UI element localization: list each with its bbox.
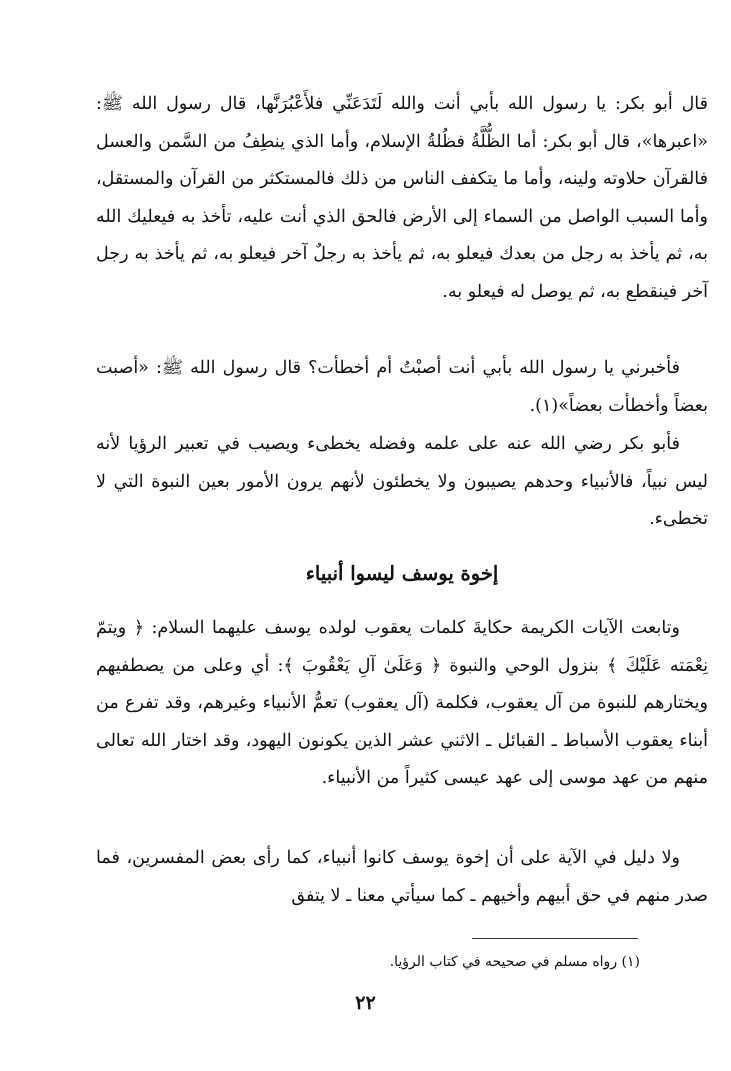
paragraph-brothers-not-prophets: ولا دليل في الآية على أن إخوة يوسف كانوا أنبياء، كما رأى بعض المفسرين، فما صدر منهم في حق أبيهم وأخيهم ـ كما سيأتي معنا ـ لا يتفق [96,848,708,906]
section-heading: إخوة يوسف ليسوا أنبياء [305,562,499,585]
page-number: ٢٢ [355,992,376,1014]
paragraph-family-of-jacob: وتابعت الآيات الكريمة حكايةَ كلمات يعقوب لولده يوسف عليهما السلام: ﴿ ويتمّ نِعْمَته عَلَيْكَ ﴾ بنزول الوحي والنبوة ﴿ وَعَلَىٰ آلِ يَعْقُوبَ ﴾: أي وعلى من يصطفيهم ويختارهم للنبوة من آل يعقوب، فكلمة (آل يعقوب) تعمُّ الأنبياء وغيرهم، وقد تفرع من أبناء يعقوب الأسباط ـ القبائل ـ الاثني عشر الذين يكونون اليهود، وقد اختار الله تعالى منهم من عهد موسى إلى عهد عيسى كثيراً من الأنبياء. [96,618,708,789]
paragraph-prophets-do-not-err: فأبو بكر رضي الله عنه على علمه وفضله يخطىء ويصيب في تعبير الرؤيا لأنه ليس نبياً، فالأنبياء وحدهم يصيبون ولا يخطئون لأنهم يرون الأمور بعين النبوة التي لا تخطىء. [96,434,708,530]
footnote: (١) رواه مسلم في صحيحه في كتاب الرؤيا. [389,954,640,970]
paragraph-abu-bakr-interpretation: قال أبو بكر: يا رسول الله بأبي أنت والله لَتَدَعَنِّي فلأَعْبُرَنَّها، قال رسول الله ﷺ: «اعبرها»، قال أبو بكر: أما الظُّلَّةُ فظُلةُ الإسلام، وأما الذي ينطِفُ من السَّمن والعسل فالقرآن حلاوته ولينه، وأما ما يتكفف الناس من ذلك فالمستكثر من القرآن والمستقل، وأما السبب الواصل من السماء إلى الأرض فالحق الذي أنت عليه، تأخذ به فيعليك الله به، ثم يأخذ به رجل من بعدك فيعلو به، ثم يأخذ به رجلٌ آخر فيعلو به، ثم يأخذ به رجل آخر فينقطع به، ثم يوصل له فيعلو به. [96,94,708,302]
paragraph-did-i-err: فأخبرني يا رسول الله بأبي أنت أصبْتُ أم أخطأت؟ قال رسول الله ﷺ: «أصبت بعضاً وأخطأت بعضاً»(١). [96,358,708,416]
footnote-divider [472,938,638,939]
